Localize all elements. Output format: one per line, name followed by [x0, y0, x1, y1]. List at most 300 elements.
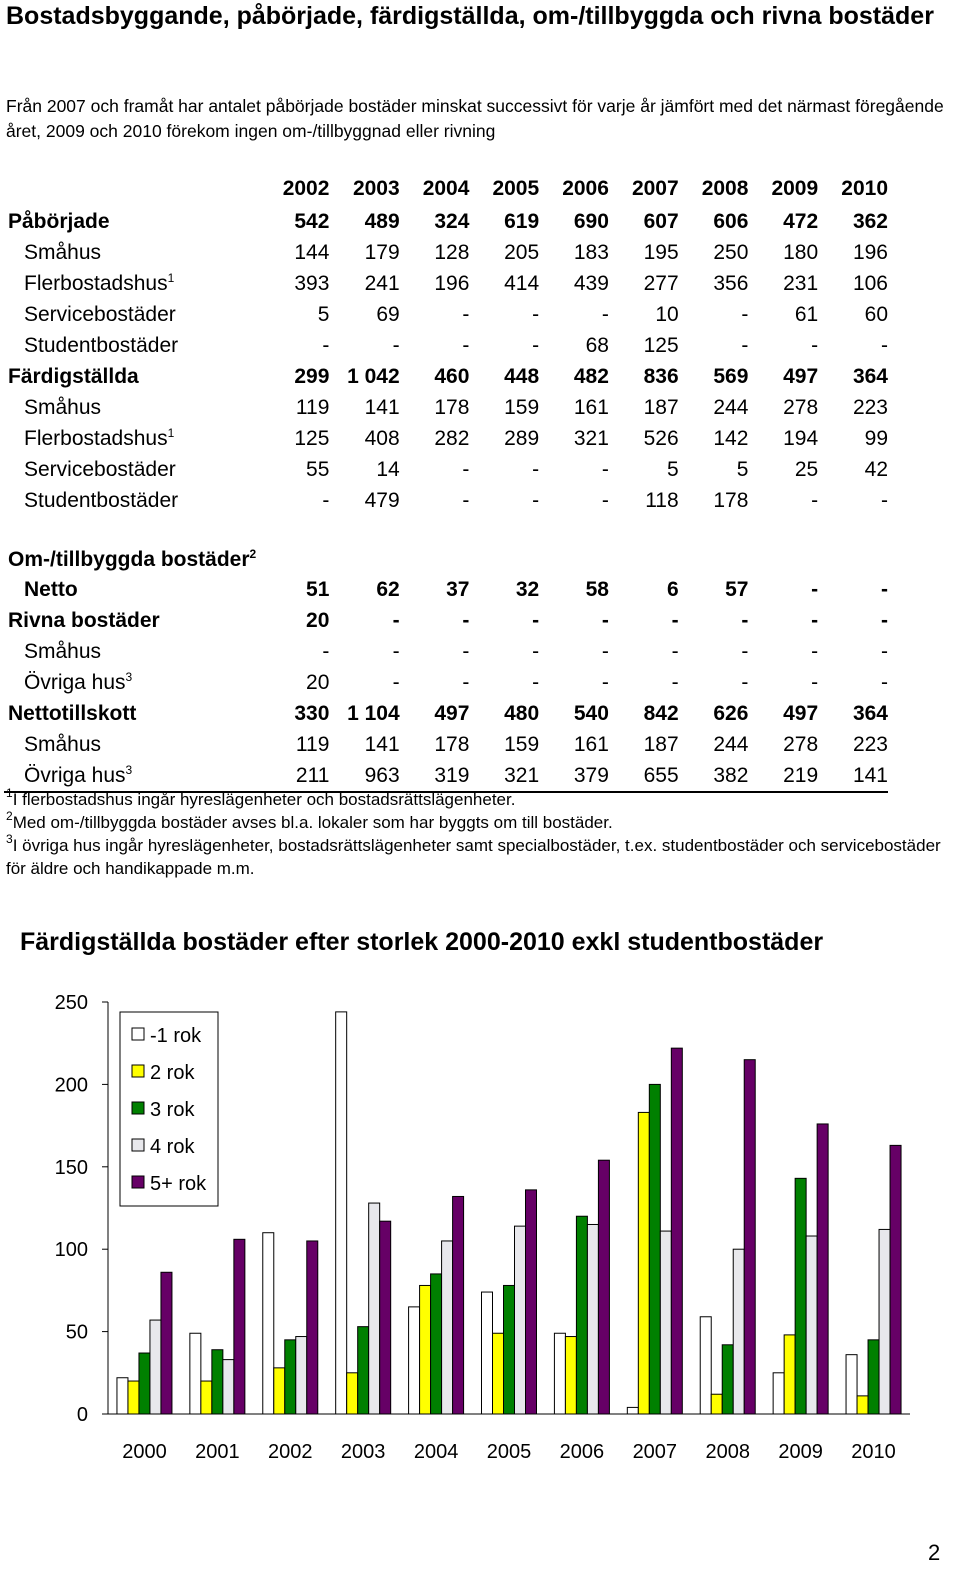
table-row [4, 698, 888, 729]
footnote-mark: 3 [125, 669, 133, 684]
table-cell: - [881, 577, 888, 601]
table-cell: 408 [364, 426, 400, 450]
table-cell: - [671, 639, 679, 663]
bar [846, 1355, 857, 1414]
row-label-text: Netto [24, 577, 78, 601]
bar [358, 1327, 369, 1414]
table-cell: 144 [294, 240, 330, 264]
row-label-text: Färdigställda [8, 364, 139, 388]
x-tick-label: 2004 [413, 1441, 459, 1463]
y-tick-label: 150 [54, 1156, 88, 1179]
table-cell: 178 [434, 395, 470, 419]
bar [493, 1333, 504, 1414]
table-cell: 196 [434, 271, 470, 295]
bar [784, 1335, 795, 1414]
table-cell: - [881, 333, 888, 357]
bar [744, 1060, 755, 1414]
table-cell [260, 516, 330, 574]
table-cell: 690 [573, 209, 609, 233]
bar [296, 1337, 307, 1414]
bar [773, 1373, 784, 1414]
table-cell: 1 042 [347, 364, 400, 388]
table-cell: 655 [609, 760, 679, 792]
table-cell: 472 [783, 209, 819, 233]
footnote-mark: 1 [167, 270, 175, 285]
x-tick-label: 2002 [268, 1441, 313, 1463]
row-label [4, 485, 260, 516]
table-cell: 141 [364, 395, 400, 419]
table-cell: 178 [434, 732, 470, 756]
year-header: 2005 [492, 177, 540, 200]
x-tick-label: 2003 [340, 1441, 386, 1463]
bar [598, 1160, 609, 1414]
housing-stats-table [4, 172, 888, 793]
bar [515, 1226, 526, 1414]
table-corner-cell [4, 172, 260, 206]
bar [806, 1236, 817, 1414]
table-cell: - [741, 670, 749, 694]
year-header: 2003 [352, 177, 400, 200]
table-cell: - [741, 302, 749, 326]
table-cell: 211 [260, 760, 330, 792]
row-label-text: Om-/tillbyggda bostäder [8, 548, 250, 571]
table-cell [469, 516, 539, 574]
bar [554, 1333, 565, 1414]
row-label-text: Småhus [24, 395, 102, 419]
row-label-text: Nettotillskott [8, 701, 137, 725]
bar [190, 1333, 201, 1414]
table-cell: 382 [679, 760, 749, 792]
bar [868, 1340, 879, 1414]
bar [700, 1317, 711, 1414]
bar [453, 1196, 464, 1414]
year-header: 2006 [562, 177, 609, 200]
table-cell: - [322, 488, 330, 512]
y-tick-label: 250 [54, 992, 88, 1014]
row-label [4, 206, 260, 237]
x-tick-label: 2005 [486, 1441, 532, 1463]
bar [795, 1178, 806, 1414]
table-cell: 5 [317, 302, 330, 326]
table-cell: - [811, 608, 819, 632]
table-cell: 448 [504, 364, 540, 388]
table-cell: 282 [434, 426, 470, 450]
table-row [4, 729, 888, 760]
table-cell [679, 516, 749, 574]
row-label-text: Studentbostäder [24, 488, 179, 512]
table-cell: 119 [295, 732, 330, 756]
table-row [4, 574, 888, 605]
table-cell [748, 516, 818, 574]
table-cell: 219 [748, 760, 818, 792]
row-label [4, 729, 260, 760]
table-cell: 223 [852, 732, 888, 756]
table-cell: 356 [713, 271, 749, 295]
table-cell: 364 [852, 701, 888, 725]
table-cell: - [462, 639, 470, 663]
table-cell: 68 [585, 333, 609, 357]
table-cell: 125 [643, 333, 679, 357]
page-number: 2 [928, 1540, 941, 1565]
bar [234, 1239, 245, 1414]
x-tick-label: 2009 [778, 1441, 823, 1463]
footnote-mark: 3 [6, 832, 13, 846]
bar [161, 1272, 172, 1414]
table-cell: 194 [783, 426, 819, 450]
table-cell: 330 [294, 701, 330, 725]
bar [347, 1373, 358, 1414]
year-header: 2010 [841, 177, 888, 200]
footnote-text: I övriga hus ingår hyreslägenheter, bostadsrättslägenheter samt specialbostäder, t.ex. studentbostäder och servicebostäder för äldre och handikappade m.m. [6, 836, 941, 878]
table-cell: 277 [643, 271, 679, 295]
table-row [4, 361, 888, 392]
table-row [4, 605, 888, 636]
table-cell: - [601, 608, 609, 632]
table-cell [400, 516, 470, 574]
row-label [4, 605, 260, 636]
y-tick-label: 0 [76, 1404, 88, 1426]
row-label [4, 392, 260, 423]
table-cell: 5 [666, 457, 679, 481]
table-cell: 60 [864, 302, 888, 326]
table-cell: 118 [645, 488, 679, 512]
bar [285, 1340, 296, 1414]
row-label-text: Övriga hus [24, 670, 126, 694]
year-header: 2009 [771, 177, 819, 200]
table-cell: 180 [783, 240, 819, 264]
x-tick-label: 2007 [632, 1441, 678, 1463]
bar [711, 1394, 722, 1414]
table-cell: 183 [573, 240, 609, 264]
table-cell: - [462, 302, 470, 326]
bar [274, 1368, 285, 1414]
x-tick-label: 2006 [559, 1441, 605, 1463]
row-label [4, 574, 260, 605]
bar [587, 1224, 598, 1414]
table-cell: 32 [515, 577, 540, 601]
table-cell: - [811, 333, 819, 357]
table-cell: 393 [294, 271, 330, 295]
footnote-mark: 1 [167, 425, 175, 440]
legend-swatch [132, 1028, 144, 1040]
bar [369, 1203, 380, 1414]
legend-swatch [132, 1176, 144, 1188]
table-cell: 142 [713, 426, 749, 450]
row-label-text: Småhus [24, 732, 102, 756]
bar [638, 1112, 649, 1414]
table-cell: 161 [573, 732, 609, 756]
table-cell: - [881, 608, 888, 632]
table-cell: 62 [376, 577, 400, 601]
table-cell: 963 [329, 760, 399, 792]
table-cell: 119 [295, 395, 330, 419]
table-cell: 439 [573, 271, 609, 295]
x-tick-label: 2000 [122, 1441, 167, 1463]
table-cell: - [322, 639, 330, 663]
table-cell: 842 [643, 701, 679, 725]
table-row [4, 392, 888, 423]
table-cell: - [601, 457, 609, 481]
table-cell: 379 [539, 760, 609, 792]
bar [150, 1320, 161, 1414]
table-cell: - [741, 639, 749, 663]
table-cell [818, 516, 888, 574]
table-cell: 99 [864, 426, 888, 450]
table-cell: 569 [713, 364, 749, 388]
table-cell: 159 [504, 395, 540, 419]
table-row [4, 454, 888, 485]
table-cell: 278 [783, 732, 819, 756]
table-cell: 289 [504, 426, 540, 450]
table-cell: 20 [306, 608, 330, 632]
table-row [4, 237, 888, 268]
table-cell: - [462, 457, 470, 481]
table-cell [609, 516, 679, 574]
bar [336, 1012, 347, 1414]
table-cell: 497 [783, 364, 819, 388]
table-cell: 69 [376, 302, 400, 326]
footnote-mark: 1 [6, 786, 13, 800]
bar [879, 1229, 890, 1414]
y-tick-label: 200 [54, 1074, 88, 1097]
table-cell: 319 [400, 760, 470, 792]
year-header: 2007 [631, 177, 679, 200]
table-cell: 497 [434, 701, 470, 725]
table-cell: 10 [655, 302, 679, 326]
footnote [6, 811, 956, 834]
table-cell: 321 [469, 760, 539, 792]
table-cell: - [392, 608, 400, 632]
table-cell: 141 [818, 760, 888, 792]
table-cell: 6 [666, 577, 679, 601]
table-cell: 178 [713, 488, 749, 512]
row-label-text: Flerbostadshus [24, 426, 168, 450]
x-tick-label: 2010 [851, 1441, 896, 1463]
table-header-row [4, 172, 888, 206]
table-cell: 14 [376, 457, 400, 481]
footnote-text: I flerbostadshus ingår hyreslägenheter och bostadsrättslägenheter. [12, 790, 516, 809]
table-cell: - [392, 639, 400, 663]
bar [431, 1274, 442, 1414]
table-cell [329, 516, 399, 574]
table-cell: - [741, 333, 749, 357]
table-cell: 128 [434, 240, 470, 264]
row-label-text: Flerbostadshus [24, 271, 168, 295]
bar [307, 1241, 318, 1414]
legend-label: 2 rok [150, 1062, 195, 1084]
table-row [4, 636, 888, 667]
table-row [4, 299, 888, 330]
year-header: 2004 [422, 177, 470, 200]
legend-swatch [132, 1139, 144, 1151]
footnote-mark: 2 [249, 547, 257, 561]
table-cell: - [881, 639, 888, 663]
table-cell: - [601, 639, 609, 663]
table-row [4, 268, 888, 299]
table-cell: - [741, 608, 749, 632]
table-cell: 619 [504, 209, 540, 233]
row-label [4, 237, 260, 268]
bar [223, 1360, 234, 1414]
row-label-text: Studentbostäder [24, 333, 179, 357]
page-title: Bostadsbyggande, påbörjade, färdigställda, om-/tillbyggda och rivna bostäder [6, 2, 934, 30]
table-cell: 836 [643, 364, 679, 388]
table-cell: - [532, 488, 540, 512]
bar [442, 1241, 453, 1414]
row-label-text: Påbörjade [8, 209, 110, 233]
table-cell: - [462, 488, 470, 512]
table-cell: - [811, 577, 819, 601]
bar [565, 1337, 576, 1414]
table-cell: - [392, 333, 400, 357]
bar [128, 1381, 139, 1414]
table-cell: 37 [446, 577, 470, 601]
table-cell: 526 [643, 426, 679, 450]
footnote [6, 834, 956, 880]
intro-paragraph: Från 2007 och framåt har antalet påbörjade bostäder minskat successivt för varje år jämfört med det närmast föregående året, 2009 och 2010 förekom ingen om-/tillbyggnad eller rivning [6, 96, 944, 141]
table-cell: 205 [504, 240, 540, 264]
table-row [4, 423, 888, 454]
table-cell: 250 [713, 240, 749, 264]
bar [733, 1249, 744, 1414]
table-cell: 125 [294, 426, 330, 450]
table-cell: 187 [643, 732, 679, 756]
legend-swatch [132, 1065, 144, 1077]
table-cell: 58 [585, 577, 609, 601]
table-cell: - [532, 333, 540, 357]
bar [380, 1221, 391, 1414]
legend-label: 4 rok [150, 1136, 195, 1158]
table-cell: 542 [294, 209, 330, 233]
table-cell: 278 [783, 395, 819, 419]
table-cell: - [811, 639, 819, 663]
footnote-mark: 3 [125, 762, 133, 777]
table-cell: 540 [573, 701, 609, 725]
bar [526, 1190, 537, 1414]
row-label [4, 667, 260, 698]
legend-label: 3 rok [150, 1099, 195, 1121]
row-label [4, 423, 260, 454]
row-label-text: Småhus [24, 240, 102, 264]
y-tick-label: 100 [54, 1239, 88, 1262]
bar [139, 1353, 150, 1414]
table-cell: 161 [573, 395, 609, 419]
table-cell: - [881, 488, 888, 512]
table-cell: - [532, 639, 540, 663]
table-cell: 25 [794, 457, 819, 481]
table-cell [539, 516, 609, 574]
bar [660, 1231, 671, 1414]
table-cell: 141 [364, 732, 400, 756]
table-cell: - [392, 670, 400, 694]
table-cell: - [462, 333, 470, 357]
bar [212, 1350, 223, 1414]
table-cell: 479 [364, 488, 400, 512]
bar [671, 1048, 682, 1414]
table-cell: - [601, 488, 609, 512]
table-cell: - [532, 608, 540, 632]
table-cell: 187 [643, 395, 679, 419]
bar [263, 1233, 274, 1414]
table-cell: - [811, 670, 819, 694]
table-cell: 414 [504, 271, 540, 295]
table-cell: - [671, 608, 679, 632]
table-cell: 57 [725, 577, 749, 601]
table-cell: 159 [504, 732, 540, 756]
bar [890, 1145, 901, 1414]
table-cell: - [881, 670, 888, 694]
table-row [4, 330, 888, 361]
table-cell: 606 [713, 209, 749, 233]
table-cell: 460 [434, 364, 470, 388]
table-cell: 324 [434, 209, 470, 233]
legend-label: 5+ rok [150, 1173, 207, 1195]
table-cell: - [322, 333, 330, 357]
x-tick-label: 2008 [705, 1441, 750, 1463]
bar [201, 1381, 212, 1414]
table-cell: 607 [643, 209, 679, 233]
table-cell: 480 [504, 701, 540, 725]
table-cell: 244 [713, 732, 749, 756]
x-tick-label: 2001 [195, 1441, 240, 1463]
row-label [4, 454, 260, 485]
table-cell: 223 [852, 395, 888, 419]
table-cell: - [601, 302, 609, 326]
table-cell: 1 104 [347, 701, 400, 725]
bar [420, 1285, 431, 1414]
table-row [4, 667, 888, 698]
table-cell: 61 [794, 302, 819, 326]
table-cell: 55 [306, 457, 330, 481]
table-row [4, 516, 888, 574]
table-cell: 489 [364, 209, 400, 233]
footnotes [6, 788, 956, 880]
row-label [4, 330, 260, 361]
table-cell: 179 [364, 240, 400, 264]
row-label-text: Övriga hus [24, 763, 126, 787]
table-cell: 626 [713, 701, 749, 725]
table-cell: 321 [573, 426, 609, 450]
row-label-text: Rivna bostäder [8, 608, 160, 632]
bar [817, 1124, 828, 1414]
table-cell: 364 [852, 364, 888, 388]
table-cell: 42 [864, 457, 888, 481]
row-label [4, 268, 260, 299]
year-header: 2008 [701, 177, 749, 200]
legend-label: -1 rok [150, 1025, 202, 1047]
year-header: 2002 [282, 177, 330, 200]
bar [117, 1378, 128, 1414]
table-cell: 241 [364, 271, 400, 295]
row-label [4, 636, 260, 667]
table-cell: - [462, 670, 470, 694]
table-cell: - [671, 670, 679, 694]
table-cell: - [601, 670, 609, 694]
table-cell: - [462, 608, 470, 632]
table-cell: 20 [306, 670, 330, 694]
chart-title: Färdigställda bostäder efter storlek 2000-2010 exkl studentbostäder [20, 928, 824, 956]
table-cell: 195 [643, 240, 679, 264]
completed-dwellings-bar-chart [0, 960, 960, 1500]
table-cell: 362 [852, 209, 888, 233]
footnote [6, 788, 956, 811]
table-cell: - [532, 302, 540, 326]
bar [409, 1307, 420, 1414]
table-cell: 51 [306, 577, 330, 601]
row-label-text: Småhus [24, 639, 102, 663]
table-cell: 299 [294, 364, 330, 388]
bar [857, 1396, 868, 1414]
